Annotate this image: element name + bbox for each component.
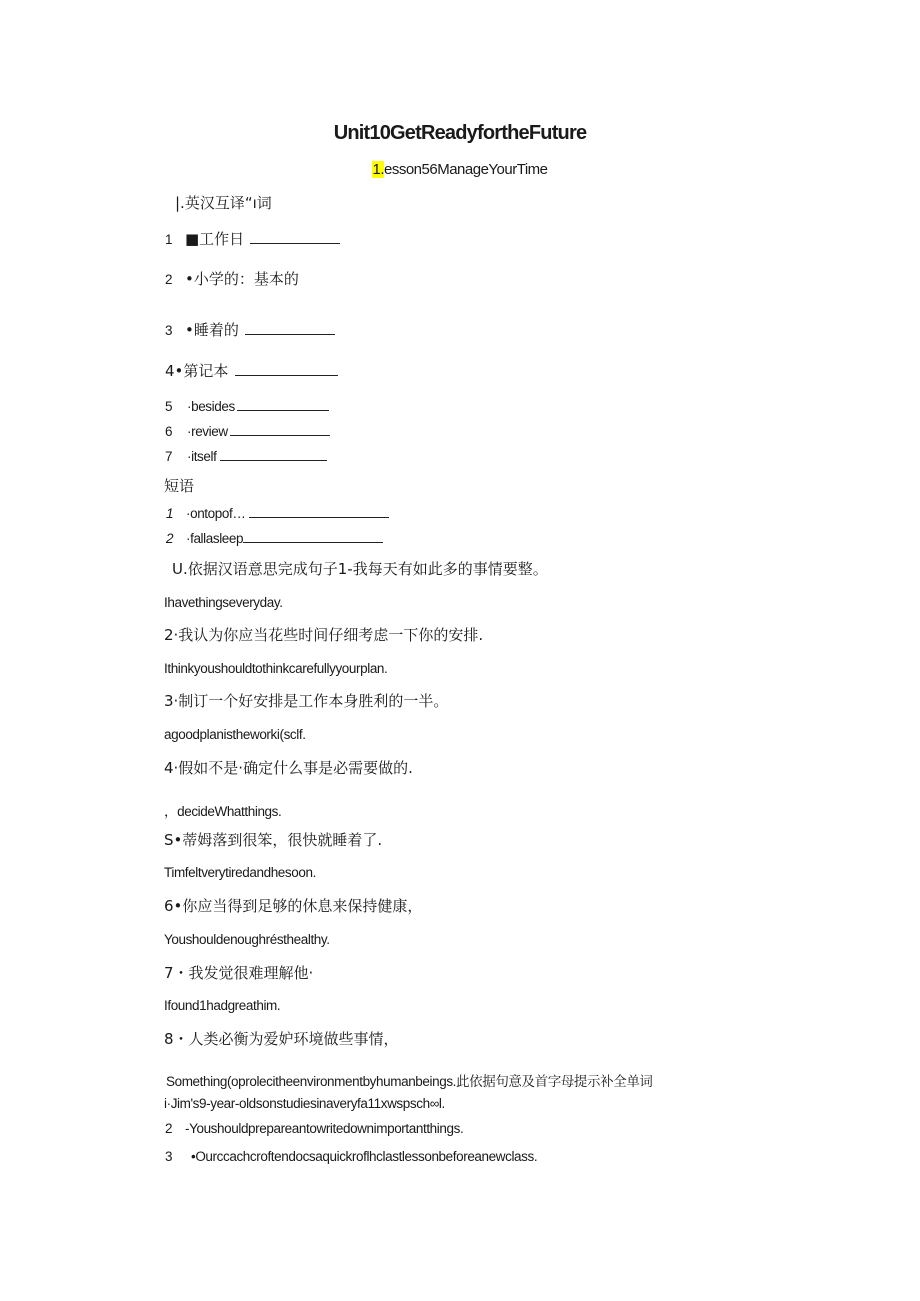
item-text: ·besides: [187, 399, 235, 414]
vocab-item-4: [165, 360, 338, 381]
item-number: 7: [165, 449, 173, 464]
item-text: 4•第记本: [165, 362, 229, 380]
sentence-prompt-8: 8・人类必衡为爱妒环境做些事情，: [164, 1030, 399, 1048]
item-text: ·fallasleep: [186, 531, 244, 546]
item-text: •小学的：基本的: [185, 270, 299, 288]
sentence-prompt-2: 2·我认为你应当花些时间仔细考虑一下你的安排.: [164, 626, 484, 644]
answer-blank[interactable]: [245, 320, 335, 335]
sentence-answer-7: Ifound1hadgreathim.: [164, 998, 281, 1013]
phrases-heading: 短语: [164, 477, 195, 495]
word-completion-3: [165, 1146, 537, 1165]
sentence-answer-3: agoodplanistheworki(sclf.: [164, 727, 306, 742]
answer-blank[interactable]: [235, 361, 338, 376]
item-number: 6: [165, 424, 173, 439]
item-text: ■工作日: [185, 230, 245, 248]
item-number: 1: [166, 506, 174, 521]
answer-blank[interactable]: [220, 446, 327, 461]
sentence-answer-8-text: Something(oprolecitheenvironmentbyhumanbeings.此依据句意及首字母提示补全单词: [166, 1074, 653, 1089]
item-number: 1: [165, 232, 173, 247]
sentence-answer-2: Ithinkyoushouldtothinkcarefullyyourplan.: [164, 661, 388, 676]
item-text: •睡着的: [185, 321, 239, 339]
lesson-subtitle: [0, 161, 920, 178]
item-number: 5: [165, 399, 173, 414]
sentence-answer-8: [166, 1070, 653, 1090]
sentence-answer-5: Timfeltverytiredandhesoon.: [164, 865, 316, 880]
item-number: 3: [165, 323, 173, 338]
answer-blank[interactable]: [230, 421, 330, 436]
sentence-prompt-4: 4·假如不是·确定什么事是必需要做的.: [164, 759, 413, 777]
word-completion-2: [165, 1118, 463, 1137]
vocab-item-5: [165, 396, 329, 415]
item-text: ·ontopof…: [186, 506, 246, 521]
word-completion-1: i·Jim's9-year-oldsonstudiesinaveryfa11xwspsch∞l.: [164, 1096, 445, 1111]
answer-blank[interactable]: [243, 528, 383, 543]
sentence-prompt-5: S•蒂姆落到很笨，很快就睡着了.: [164, 831, 383, 849]
vocab-item-2: [165, 268, 299, 289]
sentence-prompt-6: 6•你应当得到足够的休息来保持健康，: [164, 897, 423, 915]
vocab-item-6: [165, 421, 330, 440]
vocab-item-7: [165, 446, 327, 465]
subtitle-highlight: 1.: [372, 161, 384, 178]
item-number: 3: [165, 1149, 173, 1164]
sentence-answer-4: ，decideWhatthings.: [164, 804, 282, 819]
answer-blank[interactable]: [250, 229, 340, 244]
vocab-item-1: [165, 228, 340, 249]
vocab-item-3: [165, 319, 335, 340]
item-number: 2: [165, 1121, 173, 1136]
sentence-answer-6: Youshouldenoughrésthealthy.: [164, 932, 330, 947]
item-number: 2: [165, 272, 173, 287]
sentence-prompt-7: 7・我发觉很难理解他·: [164, 964, 314, 982]
answer-blank[interactable]: [249, 503, 389, 518]
item-text: ·review: [187, 424, 228, 439]
item-number: 2: [166, 531, 174, 546]
item-text: •Ourccachcroftendocsaquickroflhclastlessonbeforeanewclass.: [191, 1149, 538, 1164]
item-text: -Youshouldprepareantowritedownimportantthings.: [185, 1121, 464, 1136]
answer-blank[interactable]: [237, 396, 329, 411]
item-text: ·itself: [187, 449, 217, 464]
phrase-item-1: [166, 503, 389, 522]
section-heading-vocab: |.英汉互译“ı词: [175, 194, 272, 212]
sentence-prompt-3: 3·制订一个好安排是工作本身胜利的一半。: [164, 692, 449, 710]
sentence-answer-1: Ihavethingseveryday.: [164, 595, 283, 610]
section-heading-sentences: U.依据汉语意思完成句子1-我每天有如此多的事情要整。: [172, 560, 548, 578]
phrase-item-2: [166, 528, 383, 547]
subtitle-rest: esson56ManageYourTime: [384, 161, 548, 178]
page-title: Unit10GetReadyfortheFuture: [333, 122, 587, 144]
